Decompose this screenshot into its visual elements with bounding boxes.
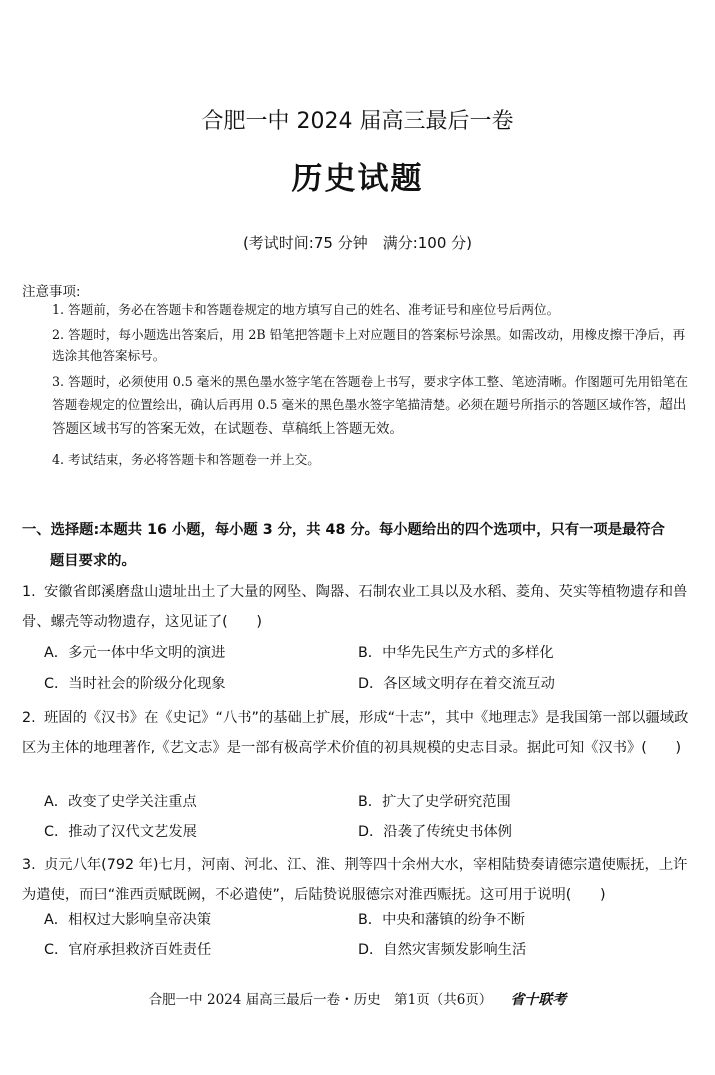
q3-option-d: D．自然灾害频发影响生活	[358, 942, 527, 958]
note-item-3-text: 3. 答题时，必须使用 0.5 毫米的黑色墨水签字笔在答题卷上书写，要求字体工整、笔迹清晰。作图题可先用铅笔在答题卷规定的位置绘出，确认后再用 0.5 毫米的黑色墨水签字笔描清楚。必须在题号所指示的答题区域作答，	[52, 374, 688, 412]
subject-title: 历史试题	[291, 161, 424, 197]
footer-stamp: 省十联考	[510, 992, 567, 1008]
section-heading	[22, 515, 698, 577]
question-stem: 班固的《汉书》在《史记》“八书”的基础上扩展，形成“十志”，其中《地理志》是我国第一部以疆域政区为主体的地理著作,《艺文志》是一部有极高学术价值的初具规模的史志目录。据此可知《汉书》( )	[22, 710, 689, 756]
q3-option-c: C．官府承担救济百姓责任	[44, 942, 212, 958]
question-2	[22, 703, 698, 763]
q1-option-b: B．中华先民生产方式的多样化	[358, 645, 554, 661]
q2-option-c: C．推动了汉代文艺发展	[44, 824, 197, 840]
note-item-3-emphasis: 超出答题区域书写的答案无效，在试题卷、草稿纸上答题无效。	[52, 397, 687, 437]
note-item-1: 1. 答题前，务必在答题卡和答题卷规定的地方填写自己的姓名、准考证号和座位号后两位。	[52, 302, 560, 317]
q1-option-d: D．各区域文明存在着交流互动	[358, 676, 555, 692]
q1-option-c: C．当时社会的阶级分化现象	[44, 676, 226, 692]
q2-option-a: A．改变了史学关注重点	[44, 794, 197, 810]
footer-text: 合肥一中 2024 届高三最后一卷・历史 第1页（共6页）	[148, 992, 493, 1008]
q1-option-a: A．多元一体中华文明的演进	[44, 645, 226, 661]
question-1	[22, 577, 698, 637]
q2-option-b: B．扩大了史学研究范围	[358, 794, 511, 810]
page-footer	[0, 988, 715, 1009]
question-stem: 安徽省郎溪磨盘山遗址出土了大量的网坠、陶器、石制农业工具以及水稻、菱角、芡实等植物遗存和兽骨、螺壳等动物遗存，这见证了( )	[22, 584, 688, 630]
exam-title: 合肥一中 2024 届高三最后一卷	[201, 109, 514, 134]
question-3	[22, 850, 698, 910]
q3-option-b: B．中央和藩镇的纷争不断	[358, 912, 526, 928]
q2-option-d: D．沿袭了传统史书体例	[358, 824, 512, 840]
question-number: 3.	[22, 857, 36, 873]
notes-heading: 注意事项:	[22, 284, 81, 300]
note-item-3	[52, 370, 692, 441]
section-heading-line1: 一、选择题:本题共 16 小题，每小题 3 分，共 48 分。每小题给出的四个选项中，只有一项是最符合	[22, 522, 665, 538]
q3-option-a: A．相权过大影响皇帝决策	[44, 912, 212, 928]
exam-info: (考试时间:75 分钟 满分:100 分)	[242, 234, 473, 252]
question-number: 1.	[22, 584, 36, 600]
question-stem: 贞元八年(792 年)七月，河南、河北、江、淮、荆等四十余州大水，宰相陆贽奏请德宗遣使赈抚，上许为遣使，而曰“淮西贡赋既阙，不必遣使”，后陆贽说服德宗对淮西赈抚。这可用于说明( )	[22, 857, 688, 903]
note-item-2: 2. 答题时，每小题选出答案后，用 2B 铅笔把答题卡上对应题目的答案标号涂黑。如需改动，用橡皮擦干净后，再选涂其他答案标号。	[52, 327, 686, 363]
question-number: 2.	[22, 710, 36, 726]
section-heading-line2: 题目要求的。	[50, 553, 136, 569]
note-item-4: 4. 考试结束，务必将答题卡和答题卷一并上交。	[52, 452, 320, 467]
